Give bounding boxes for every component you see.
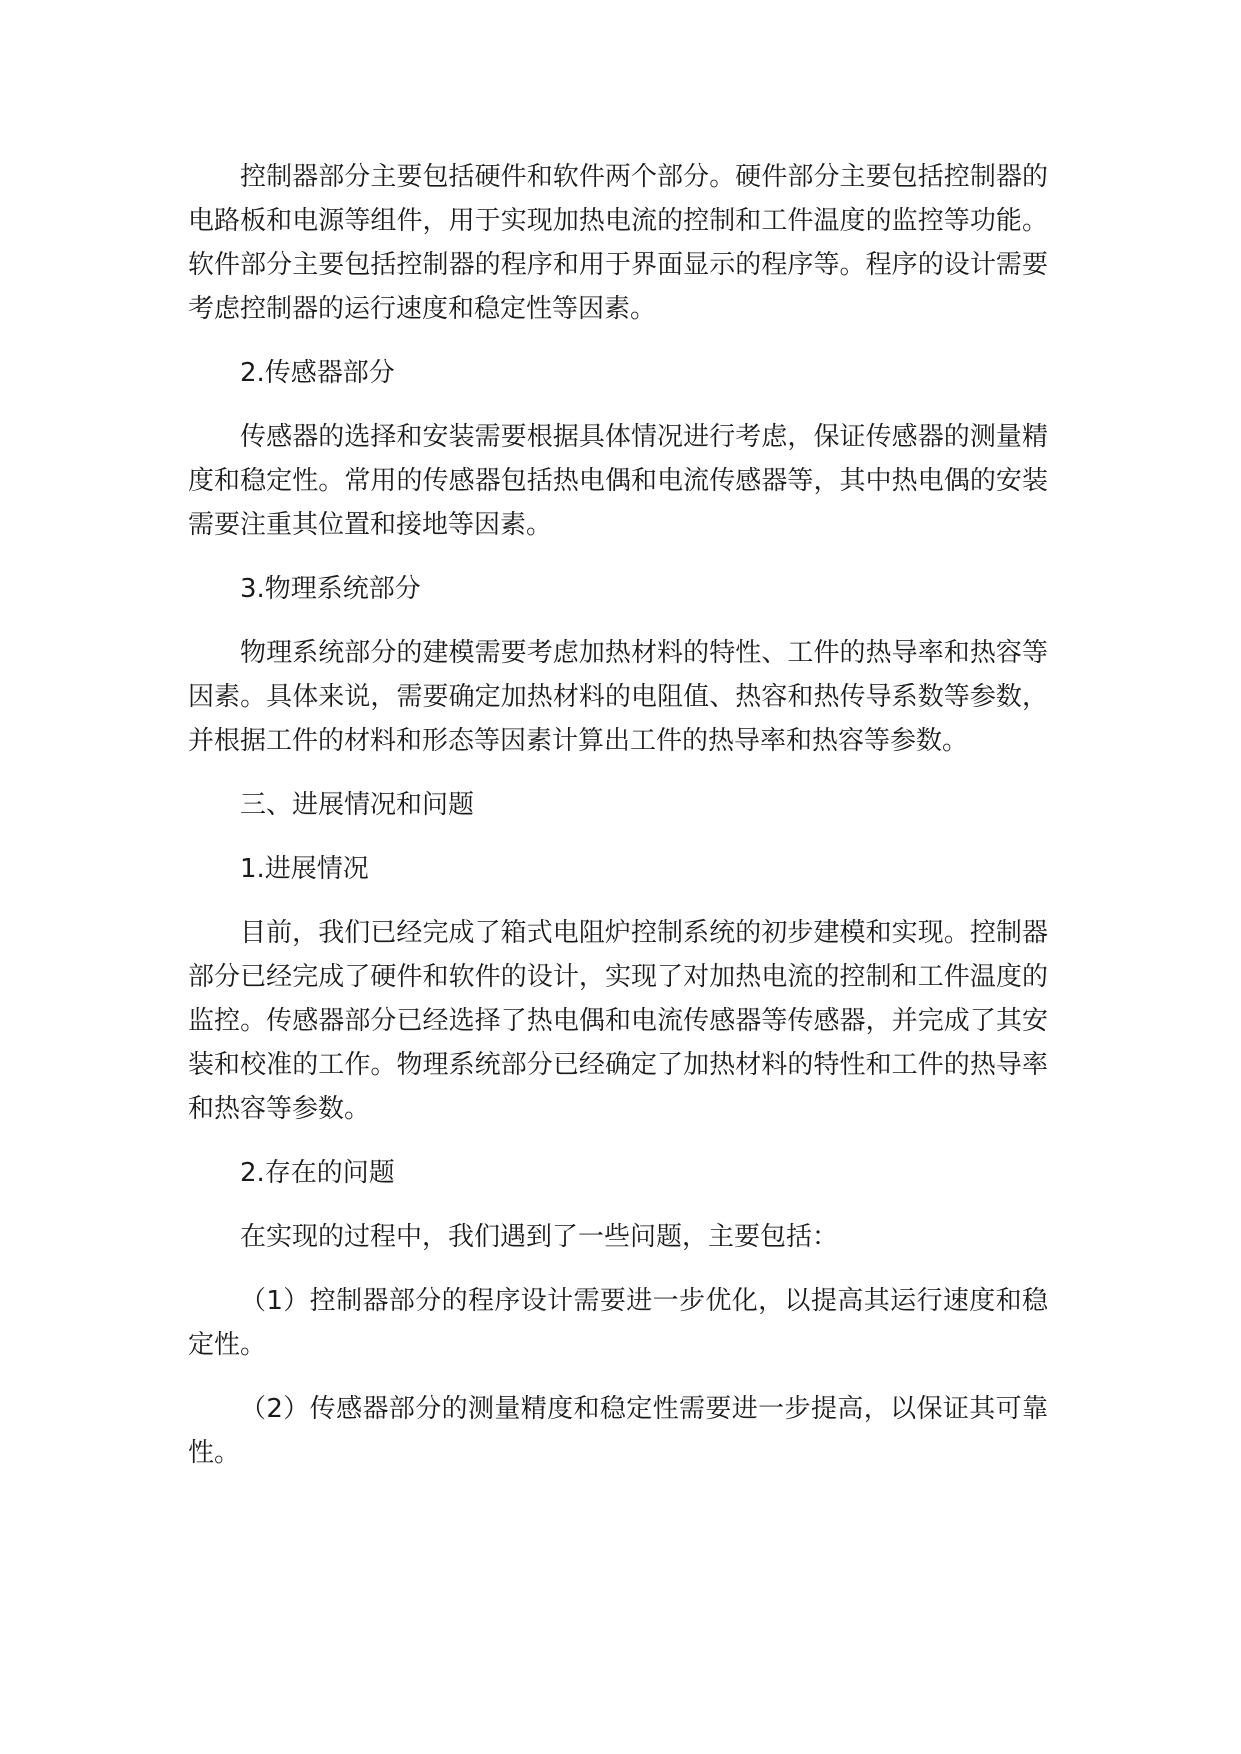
paragraph-controller: 控制器部分主要包括硬件和软件两个部分。硬件部分主要包括控制器的电路板和电源等组件，用于实现加热电流的控制和工件温度的监控等功能。软件部分主要包括控制器的程序和用于界面显示的程序等。程序的设计需要考虑控制器的运行速度和稳定性等因素。: [188, 162, 1048, 324]
heading-physical-system-section: 3.物理系统部分: [240, 574, 421, 604]
paragraph-issue-1: （1）控制器部分的程序设计需要进一步优化，以提高其运行速度和稳定性。: [188, 1286, 1048, 1360]
paragraph-issues-intro: 在实现的过程中，我们遇到了一些问题，主要包括：: [240, 1222, 839, 1252]
paragraph-physical-system: 物理系统部分的建模需要考虑加热材料的特性、工件的热导率和热容等因素。具体来说，需要确定加热材料的电阻值、热容和热传导系数等参数，并根据工件的材料和形态等因素计算出工件的热导率和热容等参数。: [188, 638, 1048, 756]
heading-progress: 1.进展情况: [240, 854, 369, 884]
paragraph-sensor: 传感器的选择和安装需要根据具体情况进行考虑，保证传感器的测量精度和稳定性。常用的传感器包括热电偶和电流传感器等，其中热电偶的安装需要注重其位置和接地等因素。: [188, 422, 1048, 540]
heading-progress-and-issues: 三、进展情况和问题: [240, 790, 475, 820]
heading-issues: 2.存在的问题: [240, 1158, 395, 1188]
heading-sensor-section: 2.传感器部分: [240, 358, 395, 388]
document-body: [188, 155, 1048, 1495]
paragraph-progress: 目前，我们已经完成了箱式电阻炉控制系统的初步建模和实现。控制器部分已经完成了硬件和软件的设计，实现了对加热电流的控制和工件温度的监控。传感器部分已经选择了热电偶和电流传感器等传感器，并完成了其安装和校准的工作。物理系统部分已经确定了加热材料的特性和工件的热导率和热容等参数。: [188, 918, 1048, 1124]
paragraph-issue-2: （2）传感器部分的测量精度和稳定性需要进一步提高，以保证其可靠性。: [188, 1394, 1048, 1468]
